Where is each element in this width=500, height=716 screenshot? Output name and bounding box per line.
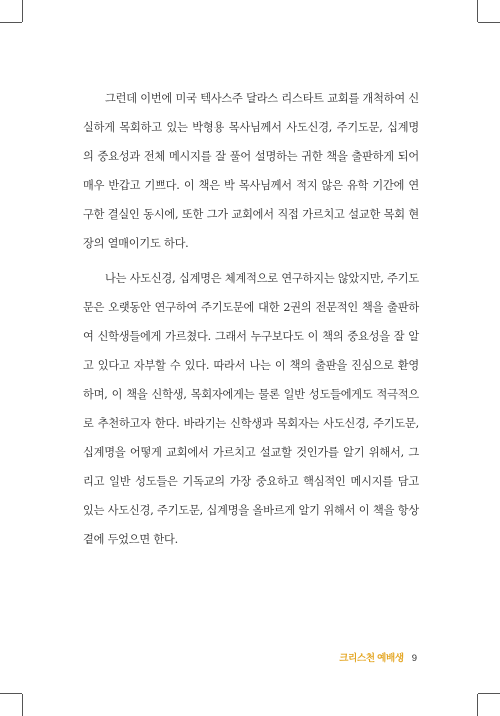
running-title: 크리스천 예배생 [339, 653, 404, 664]
crop-mark [22, 0, 23, 22]
paragraph-2: 나는 사도신경, 십계명은 체계적으로 연구하지는 않았지만, 주기도문은 오랫동안 연구하여 주기도문에 대한 2권의 전문적인 책을 출판하여 신학생들에게 가르쳤다. 그래서 누구보다도 이 책의 중요성을 잘 알고 있다고 자부할 수 있다. 따라서 나는 이 책의 출판을 진심으로 환영하며, 이 책을 신학생, 목회자에게는 물론 일반 성도들에게도 적극적으로 추천하고자 한다. 바라기는 신학생과 목회자는 사도신경, 주기도문, 십계명을 어떻게 교회에서 가르치고 설교할 것인가를 알기 위해서, 그리고 일반 성도들은 기독교의 가장 중요하고 핵심적인 메시지를 담고 있는 사도신경, 주기도문, 십계명을 올바르게 알기 위해서 이 책을 항상 곁에 두었으면 한다. [83, 272, 419, 546]
page-number: 9 [411, 653, 417, 664]
paragraph-1: 그런데 이번에 미국 텍사스주 달라스 리스타트 교회를 개척하여 신실하게 목회하고 있는 박형용 목사님께서 사도신경, 주기도문, 십계명의 중요성과 전체 메시지를 잘 풀어 설명하는 귀한 책을 출판하게 되어 매우 반갑고 기쁘다. 이 책은 박 목사님께서 적지 않은 유학 기간에 연구한 결실인 동시에, 또한 그가 교회에서 직접 가르치고 설교한 목회 현장의 열매이기도 하다. [83, 92, 419, 250]
crop-mark [0, 22, 22, 23]
crop-mark [0, 693, 22, 694]
body-text [83, 84, 419, 554]
crop-mark [477, 0, 478, 22]
page-footer [339, 650, 417, 664]
crop-mark [478, 22, 500, 23]
crop-mark [477, 694, 478, 716]
crop-mark [478, 693, 500, 694]
crop-mark [22, 694, 23, 716]
